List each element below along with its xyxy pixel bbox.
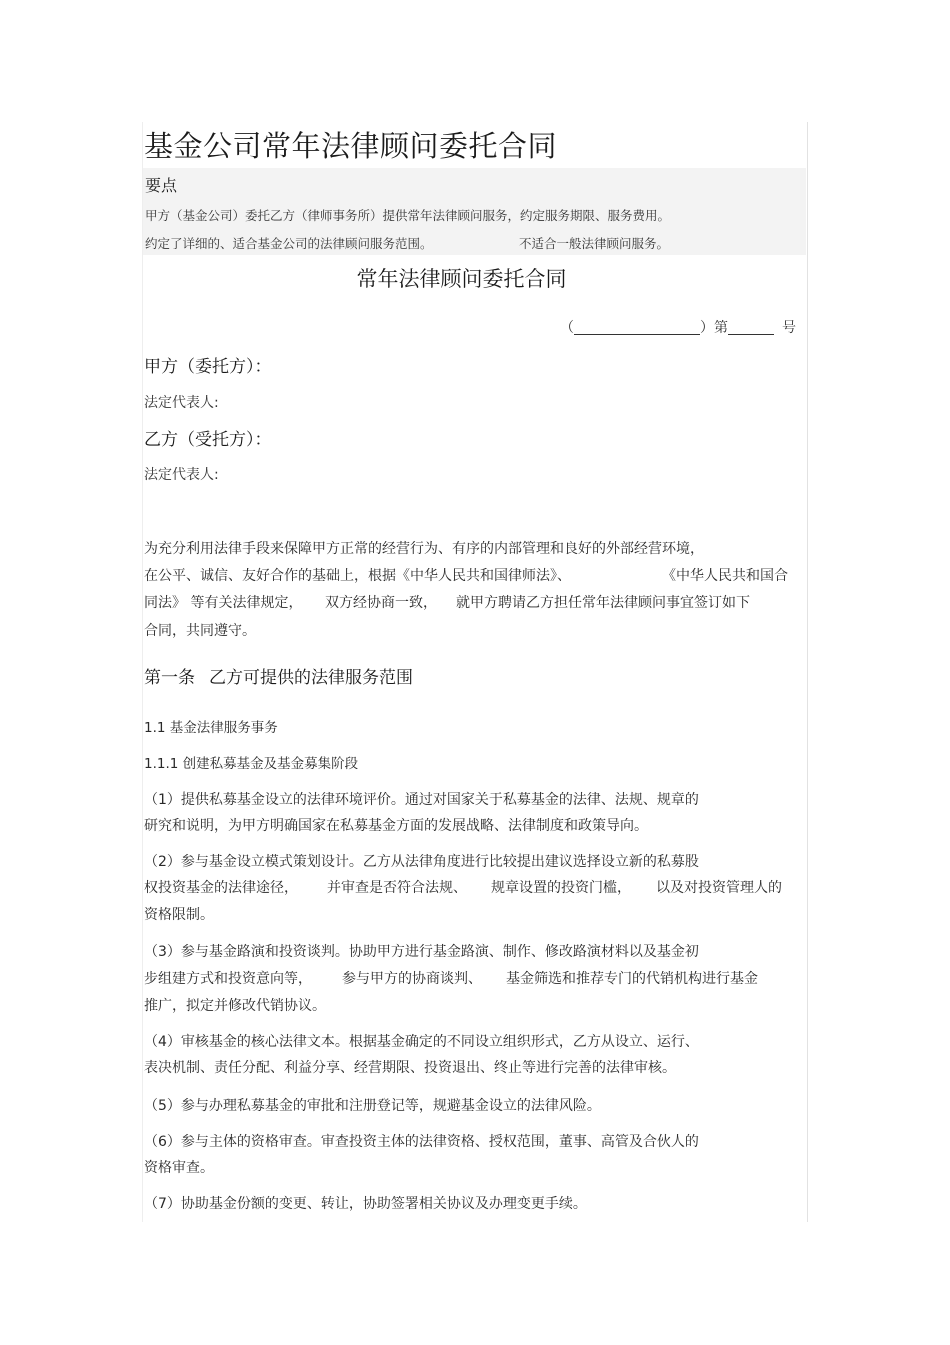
preamble-line: 为充分利用法律手段来保障甲方正常的经营行为、有序的内部管理和良好的外部经营环境， — [144, 541, 704, 557]
list-item: （7）协助基金份额的变更、转让，协助签署相关协议及办理变更手续。 — [144, 1196, 587, 1212]
summary-line: 约定了详细的、适合基金公司的法律顾问服务范围。 — [145, 236, 433, 251]
list-item: 以及对投资管理人的 — [656, 880, 782, 896]
list-item: 规章设置的投资门槛， — [491, 880, 631, 896]
article-number: 第一条 — [144, 668, 195, 688]
preamble-line: 双方经协商一致， — [325, 595, 437, 611]
list-item: 资格审查。 — [144, 1160, 214, 1176]
section-heading: 1.1 基金法律服务事务 — [144, 720, 278, 736]
article-title: 乙方可提供的法律服务范围 — [209, 668, 413, 688]
party-b-label: 乙方（受托方）： — [144, 430, 272, 450]
summary-line: 甲方（基金公司）委托乙方（律师事务所）提供常年法律顾问服务，约定服务期限、服务费用。 — [145, 208, 671, 223]
party-a-label: 甲方（委托方）： — [144, 357, 272, 377]
list-item: 参与甲方的协商谈判、 — [342, 971, 482, 987]
summary-heading: 要点 — [145, 176, 178, 195]
preamble-line: 《中华人民共和国合 — [662, 568, 788, 584]
list-item: （2）参与基金设立模式策划设计。乙方从法律角度进行比较提出建议选择设立新的私募股 — [144, 854, 699, 870]
number-blank — [574, 320, 700, 335]
list-item: （5）参与办理私募基金的审批和注册登记等，规避基金设立的法律风险。 — [144, 1098, 601, 1114]
list-item: 推广，拟定并修改代销协议。 — [144, 998, 326, 1014]
preamble-line: 就甲方聘请乙方担任常年法律顾问事宜签订如下 — [456, 595, 750, 611]
list-item: 资格限制。 — [144, 907, 214, 923]
preamble-line: 在公平、诚信、友好合作的基础上，根据《中华人民共和国律师法》、 — [144, 568, 571, 584]
list-item: 基金筛选和推荐专门的代销机构进行基金 — [506, 971, 758, 987]
legal-rep-a-label: 法定代表人: — [144, 395, 219, 411]
preamble-line: 同法》 等有关法律规定， — [144, 595, 303, 611]
list-item: （1）提供私募基金设立的法律环境评价。通过对国家关于私募基金的法律、法规、规章的 — [144, 792, 699, 808]
summary-box — [143, 168, 806, 255]
article-heading — [144, 663, 413, 688]
contract-title: 常年法律顾问委托合同 — [356, 267, 567, 291]
list-item: （4）审核基金的核心法律文本。根据基金确定的不同设立组织形式，乙方从设立、运行、 — [144, 1034, 699, 1050]
list-item: 步组建方式和投资意向等， — [144, 971, 312, 987]
number-open: （ — [560, 320, 574, 336]
list-item: （6）参与主体的资格审查。审查投资主体的法律资格、授权范围，董事、高管及合伙人的 — [144, 1134, 699, 1150]
preamble-line: 合同，共同遵守。 — [144, 623, 256, 639]
number-close: ）第 — [700, 320, 728, 336]
list-item: 表决机制、责任分配、利益分享、经营期限、投资退出、终止等进行完善的法律审核。 — [144, 1060, 676, 1076]
contract-number — [560, 317, 796, 337]
list-item: 研究和说明，为甲方明确国家在私募基金方面的发展战略、法律制度和政策导向。 — [144, 818, 648, 834]
legal-rep-b-label: 法定代表人: — [144, 467, 219, 483]
subsection-heading: 1.1.1 创建私募基金及基金募集阶段 — [144, 756, 359, 772]
list-item: （3）参与基金路演和投资谈判。协助甲方进行基金路演、制作、修改路演材料以及基金初 — [144, 944, 699, 960]
list-item: 并审查是否符合法规、 — [327, 880, 467, 896]
summary-line: 不适合一般法律顾问服务。 — [519, 236, 670, 251]
document-title: 基金公司常年法律顾问委托合同 — [144, 129, 558, 163]
number-suffix: 号 — [782, 320, 796, 336]
number-blank — [728, 320, 774, 335]
list-item: 权投资基金的法律途径， — [144, 880, 298, 896]
